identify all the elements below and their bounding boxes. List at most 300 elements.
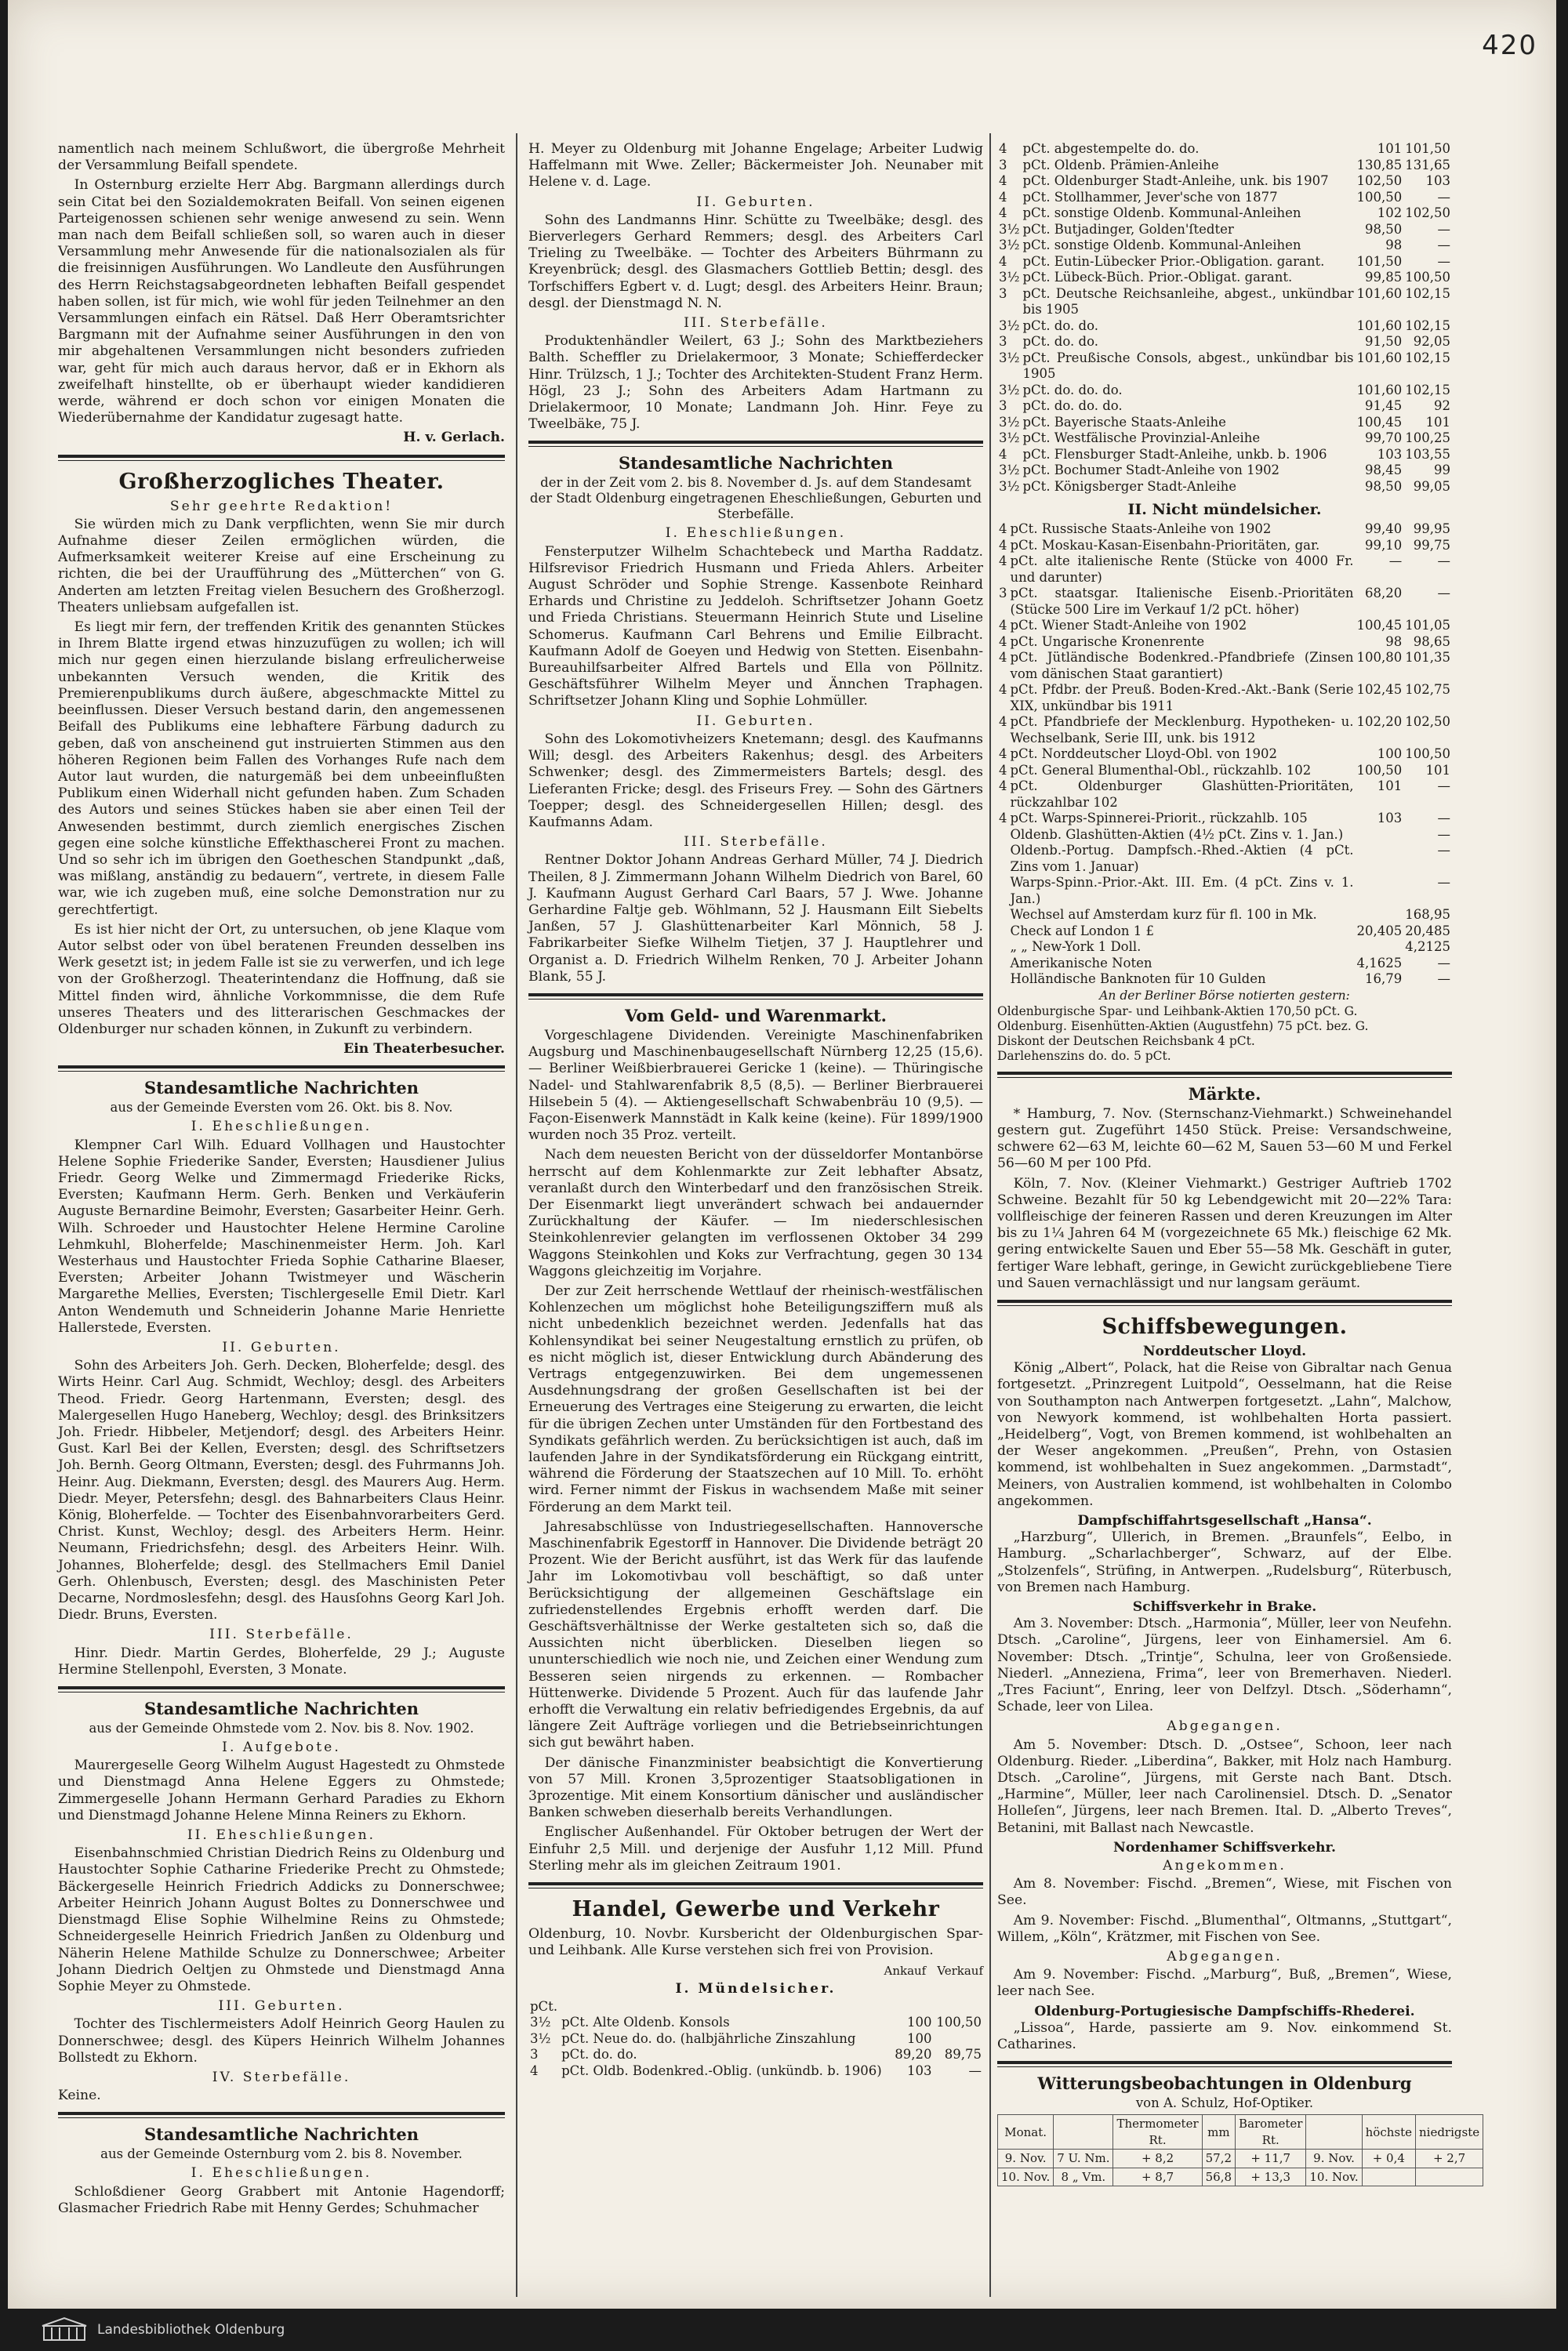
rate-sell: 102,15 <box>1405 350 1450 365</box>
subheading: III. Geburten. <box>218 1998 345 2015</box>
article-paragraph: Englischer Außenhandel. Für Oktober betrugen der Wert der Einfuhr 2,5 Mill. und derjenige der Ausfuhr 1,12 Mill. Pfund Sterling mehr als im gleichen Zeitraum 1901. <box>528 1824 983 1874</box>
salutation: Sehr geehrte Redaktion! <box>169 498 394 514</box>
rate-buy: 102,20 <box>1356 714 1403 729</box>
rate-row <box>997 682 1452 714</box>
section-divider <box>997 2061 1452 2067</box>
rate-pct <box>997 843 1009 875</box>
rate-row <box>997 650 1452 682</box>
rate-name: pCt. staatsgar. Italienische Eisenb.-Prioritäten (Stücke 500 Lire im Verkauf 1/2 pCt. höher) <box>1010 586 1354 617</box>
weather-cell <box>1362 2168 1415 2186</box>
rate-sell: 98,65 <box>1413 633 1450 649</box>
rate-row <box>997 190 1452 206</box>
rate-sell <box>934 1999 983 2015</box>
signature: Ein Theaterbesucher. <box>343 1041 505 1058</box>
rate-pct: 4 <box>999 189 1007 205</box>
section-subtitle: von A. Schulz, Hof-Optiker. <box>1135 2095 1314 2111</box>
rate-name: pCt. alte italienische Rente (Stücke von 4000 Fr. und darunter) <box>1010 553 1354 585</box>
exchange-note: An der Berliner Börse notierten gestern: <box>1099 988 1350 1003</box>
article-paragraph: Am 9. November: Fischd. „Blumenthal“, Oltmanns, „Stuttgart“, Willem, „Köln“, Krätzmer, mit Fischen von See. <box>997 1912 1452 1945</box>
section-title: Witterungsbeobachtungen in Oldenburg <box>1037 2073 1412 2094</box>
rate-name: pCt. Bayerische Staats-Anleihe <box>1022 414 1226 430</box>
article-paragraph: Keine. <box>58 2088 101 2104</box>
subheading: I. Eheschließungen. <box>191 2165 372 2182</box>
article-paragraph: Klempner Carl Wilh. Eduard Vollhagen und Haustochter Helene Sophie Friederike Sander, Eversten; Hausdiener Julius Friedr. Georg Welke und Zimmermagd Friederike Ricks, Eversten; Kaufmann Herm. Gerh. Benken und Verkäuferin Auguste Bernardine Beimohr, Eversten; Gasarbeiter Heinr. Gerh. Wilh. Schroeder und Haustochter Helene Hermine Caroline Lehmkuhl, Bloherfelde; Maschinenmeister Herm. Joh. Karl Westerhaus und Haustochter Frieda Sophie Catharine Blaeser, Eversten; Arbeiter Johann Twistmeyer und Wäscherin Margarethe Mellies, Eversten; Tischlergeselle Emil Dietr. Karl Anton Wendemuth und Schneiderin Johanne Marie Henriette Hallerstede, Eversten. <box>58 1137 505 1336</box>
weather-cell: + 11,7 <box>1236 2150 1306 2168</box>
rate-name: pCt. General Blumenthal-Obl., rückzahlb. 102 <box>1010 762 1312 778</box>
rate-buy: 130,85 <box>1356 157 1403 172</box>
rate-pct <box>997 875 1009 907</box>
rate-name: pCt. do. do. do. <box>1022 382 1123 397</box>
rate-pct <box>997 907 1009 923</box>
rate-row <box>997 222 1452 238</box>
rate-buy: 98 <box>1385 238 1403 252</box>
rate-buy: 101,60 <box>1356 350 1403 365</box>
weather-cell <box>1416 2168 1483 2186</box>
section-divider <box>58 1065 505 1072</box>
rate-buy: 4,1625 <box>1356 955 1403 971</box>
rate-name: pCt. Jütländische Bodenkred.-Pfandbriefe (Zinsen vom dänischen Staat garantiert) <box>1010 650 1354 681</box>
article-paragraph: Der zur Zeit herrschende Wettlauf der rheinisch-westfälischen Kohlenzechen um möglichst hohe Beteiligungsziffern muß als nicht unbedenklich bezeichnet werden. Jedenfalls hat das Kohlensyndikat bei seiner Neugestaltung ernstlich zu prüfen, ob es nicht möglich ist, dieser Entwicklung durch Abänderung des Vertrags entgegenzuwirken. Bei dem ungemessenen Ausdehnungsdrang der großen Gesellschaften ist bei der Erneuerung des Vertrages eine Steigerung zu erwarten, die leicht für die übrigen Zechen unter Umständen für den Fortbestand des Syndikats gefährlich werden. Zu berücksichtigen ist auch, daß im laufenden Jahre in der Syndikatsförderung ein Rückgang eintritt, während die Förderung der Staatszechen auf 10 Mill. To. erhöht wird. Ferner nimmt der Fiskus in wachsendem Maße mit seiner Förderung an dem Markt teil. <box>528 1283 983 1515</box>
rate-pct: 4 <box>999 537 1007 553</box>
rate-row <box>997 158 1452 174</box>
subheading: III. Sterbefälle. <box>684 315 828 332</box>
exchange-row: Oldenburgische Spar- und Leihbank-Aktien 170,50 pCt. G. <box>997 1003 1358 1018</box>
rate-sell: 103 <box>1425 173 1450 188</box>
article-paragraph: H. Meyer zu Oldenburg mit Johanne Engelage; Arbeiter Ludwig Haffelmann mit Wwe. Zeller; Bäckermeister Joh. Neunaber mit Helene v. d. Lage. <box>528 141 983 190</box>
section-divider <box>58 2112 505 2118</box>
subheading: I. Eheschließungen. <box>191 1119 372 1135</box>
rate-buy: 100 <box>907 2030 932 2046</box>
article-paragraph: namentlich nach meinem Schlußwort, die übergroße Mehrheit der Versammlung Beifall spendete. <box>58 141 505 174</box>
rate-sell: — <box>1437 826 1450 842</box>
rates-table <box>997 141 1452 495</box>
section-title: Märkte. <box>1188 1083 1261 1104</box>
rate-buy: 98,45 <box>1365 463 1403 477</box>
article-paragraph: Rentner Doktor Johann Andreas Gerhard Müller, 74 J. Diedrich Theilen, 8 J. Zimmermann Johann Wilhelm Diedrich von Barel, 60 J. Kaufmann August Gerhard Carl Baars, 57 J. Wwe. Johanne Gerhardine Faltje geb. Wöhlmann, 52 J. Hausmann Eilt Siebelts Janßen, 57 J. Glashüttenarbeiter Karl Mönnich, 58 J. Fabrikarbeiter Siefke Wilhelm Tietjen, 37 J. Hauptlehrer und Organist a. D. Friedrich Wilhelm Renken, 70 J. Arbeiter Johann Blank, 55 J. <box>528 852 983 985</box>
rate-buy: 100,80 <box>1356 650 1403 665</box>
article-paragraph: Köln, 7. Nov. (Kleiner Viehmarkt.) Gestriger Auftrieb 1702 Schweine. Bezahlt für 50 kg Lebendgewicht mit 20—22% Tara: vollfleischige der feineren Rassen und deren Kreuzungen im Alter bis zu 1¼ Jahren 64 M (vorgezeichnete 65 Mk.) fleischige 62 Mk. gering entwickelte Sauen und Eber 55—58 Mk. Geschäft in guter, fertiger Ware lebhaft, geringe, in Gewicht zurückgebliebene Tiere und Sauen vernachlässigt und nur langsam geräumt. <box>997 1175 1452 1291</box>
article-paragraph: Jahresabschlüsse von Industriegesellschaften. Hannoversche Maschinenfabrik Egestorff in Hannover. Die Dividende beträgt 20 Prozent. Wie der Bericht ausführt, ist das Werk für das laufende Jahr im Lokomotivbau voll beschäftigt, so daß unter Berücksichtigung der allgemeinen Geschäftslage ein zufriedenstellendes Ergebnis erhofft werden darf. Die Geschäftsverhältnisse der Werke gestalteten sich so, daß die Aussichten nicht überblicken. Dieselben liegen so ununterschiedlich wie noch nie, und Zeichen einer Wendung zum Besseren seien nirgends zu erkennen. — Rombacher Hüttenwerke. Dividende 5 Prozent. Auch für das laufende Jahr erhofft die Verwaltung ein relativ befriedigendes Ergebnis, da auf längere Zeit Aufträge vorliegen und die Betriebseinrichtungen sich gut bewährt haben. <box>528 1518 983 1751</box>
article-paragraph: Schloßdiener Georg Grabbert mit Antonie Hagendorff; Glasmacher Friedrich Rabe mit Henny Gerdes; Schuhmacher <box>58 2183 505 2216</box>
section-divider <box>58 455 505 461</box>
price-header <box>528 1963 983 1979</box>
rate-name <box>560 1999 892 2015</box>
weather-header <box>1054 2115 1113 2150</box>
section-title: Schiffsbewegungen. <box>1102 1314 1348 1339</box>
rate-row <box>997 447 1452 463</box>
rate-buy <box>1356 843 1404 875</box>
rate-buy: 103 <box>1377 811 1403 825</box>
weather-header <box>1306 2115 1362 2150</box>
subheading: II. Nicht mündelsicher. <box>1127 501 1322 518</box>
weather-cell: 57,2 <box>1202 2150 1235 2168</box>
rate-name: pCt. Norddeutscher Lloyd-Obl. von 1902 <box>1010 746 1278 761</box>
rate-row <box>528 2047 983 2063</box>
rate-pct: 3½ <box>999 317 1020 333</box>
section-title: Standesamtliche Nachrichten <box>143 1078 419 1098</box>
rate-name: Oldenb.-Portug. Dampfsch.-Rhed.-Aktien (4 pCt. Zins vom 1. Januar) <box>1010 843 1354 874</box>
rate-row <box>997 763 1452 779</box>
rate-pct: 3 <box>999 334 1007 349</box>
section-title: Handel, Gewerbe und Verkehr <box>572 1897 940 1922</box>
rate-name: Amerikanische Noten <box>1010 955 1152 971</box>
rate-row <box>997 553 1452 586</box>
rate-pct: 4 <box>999 446 1007 462</box>
section-subtitle: aus der Gemeinde Ohmstede vom 2. Nov. bis 8. Nov. 1902. <box>89 1721 474 1736</box>
subheading: Oldenburg-Portugiesische Dampfschiffs-Rhederei. <box>1034 2003 1415 2019</box>
article-paragraph: Fensterputzer Wilhelm Schachtebeck und Martha Raddatz. Hilfsrevisor Friedrich Husmann und Frieda Ahlers. Arbeiter August Schröder und Sophie Strenge. Kassenbote Reinhard Erhards und Christine zu Jeddeloh. Schriftsetzer Johann Goetz und Frieda Christians. Steuermann Heinrich Stute und Liseline Schomerus. Kaufmann Carl Behrens und Emilie Eilbracht. Kaufmann Adolf de Goeyen und Hedwig von Stetten. Eisenbahn-Bureauhilfsarbeiter Alfred Bartels und Ella von Pöllnitz. Geschäftsführer Wilhelm Meyer und Ännchen Traphagen. Schriftsetzer Johann Kling und Sophie Lohmüller. <box>528 543 983 709</box>
article-paragraph: Es liegt mir fern, der treffenden Kritik des genannten Stückes in Ihrem Blatte irgend etwas hinzuzufügen zu wollen; ich will mich nur gegen einen hierzulande bislang erfreulicherweise unbekannten Versuch wenden, die Kritik des Premierenpublikums durch äußere, abgeschmackte Mittel zu beeinflussen. Dieser Versuch bestand darin, den angemessenen Beifall des Publikums eine lebhaftere Färbung dadurch zu geben, daß von anscheinend gut instruierten Stimmen aus den höheren Regionen beim Fallen des Vorhanges Rufe nach dem Autor laut wurden, die naturgemäß bei dem unbeeinflußten Publikum einen Widerhall nicht gefunden haben. Zum Schaden des Autors und seines Stückes haben sie aber einen Teil der Anwesenden bestimmt, durch ziemlich energisches Zischen gegen eine solche künstliche Effekthascherei Front zu machen. Und so sehr ich im übrigen den Goetheschen Standpunkt „daß, was mißlang, anständig zu bedauern“, vertrete, in diesem Falle war, wie ich zugeben muß, eine solche Demonstration nur zu gerechtfertigt. <box>58 619 505 918</box>
weather-cell: + 0,4 <box>1362 2150 1415 2168</box>
rate-pct: 3½ <box>999 350 1020 365</box>
rate-pct: 3½ <box>999 414 1020 430</box>
rate-row <box>997 956 1452 972</box>
page-number: 420 <box>1482 30 1537 61</box>
rate-name: pCt. Flensburger Stadt-Anleihe, unkb. b. 1906 <box>1022 446 1327 462</box>
rate-row <box>997 634 1452 651</box>
article-paragraph: „Harzburg“, Ullerich, in Bremen. „Braunfels“, Eelbo, in Hamburg. „Scharlachberger“, Schwarz, auf der Elbe. „Stolzenfels“, Strüfing, in Antwerpen. „Rudelsburg“, Rüterbusch, von Bremen nach Hamburg. <box>997 1529 1452 1595</box>
subheading: Schiffsverkehr in Brake. <box>1132 1598 1317 1615</box>
rate-sell: 103,55 <box>1405 446 1450 462</box>
rate-sell: 101,05 <box>1405 618 1450 633</box>
column-2 <box>528 141 983 2289</box>
rate-pct: 3½ <box>530 2015 551 2030</box>
rate-name: pCt. Westfälische Provinzial-Anleihe <box>1022 430 1261 445</box>
rate-row <box>528 2063 983 2080</box>
rate-buy: 100 <box>1377 746 1403 761</box>
rate-pct <box>997 956 1009 972</box>
rate-row <box>997 827 1452 844</box>
rate-sell: 99 <box>1434 463 1450 477</box>
rate-sell: 102,50 <box>1405 205 1450 220</box>
rate-pct: 4 <box>999 553 1007 568</box>
rate-row <box>528 1999 983 2015</box>
rate-row <box>997 415 1452 431</box>
section-divider <box>528 441 983 447</box>
subheading: Angekommen. <box>1163 1858 1287 1874</box>
rate-name: Oldenb. Glashütten-Aktien (4½ pCt. Zins v. 1. Jan.) <box>1010 826 1344 842</box>
rate-sell: — <box>1437 811 1450 825</box>
weather-cell: + 2,7 <box>1416 2150 1483 2168</box>
rate-pct: 3½ <box>999 238 1020 252</box>
rate-sell: — <box>1437 221 1450 237</box>
subheading: Abgegangen. <box>1167 1949 1283 1965</box>
rate-row <box>997 383 1452 399</box>
rate-pct: 4 <box>999 682 1007 697</box>
rate-sell: 102,50 <box>1405 714 1450 729</box>
rate-buy: 101 <box>1377 778 1403 793</box>
rate-pct: 4 <box>999 205 1007 220</box>
section-subtitle: der in der Zeit vom 2. bis 8. November d. Js. auf dem Standesamt der Stadt Oldenburg eingetragenen Eheschließungen, Geburten und Sterbefälle. <box>529 475 982 522</box>
rate-sell: 99,05 <box>1413 478 1450 494</box>
rate-row <box>528 2015 983 2031</box>
rates-table <box>997 521 1452 988</box>
section-divider <box>997 1300 1452 1306</box>
rate-buy <box>892 1999 934 2015</box>
rate-sell: 101 <box>1425 414 1450 430</box>
rate-name: pCt. Alte Oldenb. Konsols <box>561 2015 730 2030</box>
rate-buy: 103 <box>1377 446 1403 462</box>
rate-pct: 3 <box>530 2047 539 2063</box>
rate-row <box>997 811 1452 827</box>
rate-buy: 98 <box>1385 633 1403 649</box>
article-paragraph: „Lissoa“, Harde, passierte am 9. Nov. einkommend St. Catharines. <box>997 2019 1452 2053</box>
rate-name: pCt. Moskau-Kasan-Eisenbahn-Prioritäten, gar. <box>1010 537 1320 553</box>
rate-row <box>997 778 1452 811</box>
rate-name: pCt. Deutsche Reichsanleihe, abgest., unkündbar bis 1905 <box>1022 285 1354 317</box>
rate-pct <box>997 923 1009 940</box>
rate-name: pCt. Stollhammer, Jever'sche von 1877 <box>1022 189 1278 205</box>
rate-name: pCt. Warps-Spinnerei-Priorit., rückzahlb. 105 <box>1010 811 1308 825</box>
section-subtitle: aus der Gemeinde Eversten vom 26. Okt. bis 8. Nov. <box>110 1100 453 1116</box>
rate-buy: 101,60 <box>1356 382 1403 397</box>
rate-sell: 102,15 <box>1405 317 1450 333</box>
rate-name: Check auf London 1 £ <box>1010 923 1154 938</box>
rate-buy: 100 <box>907 2015 932 2030</box>
rate-sell: — <box>1437 955 1450 971</box>
rate-name: Warps-Spinn.-Prior.-Akt. III. Em. (4 pCt. Zins v. 1. Jan.) <box>1010 875 1354 906</box>
rate-pct: 4 <box>999 173 1007 188</box>
section-title: Großherzogliches Theater. <box>118 469 445 494</box>
rate-buy <box>1356 939 1404 956</box>
rate-row <box>997 430 1452 447</box>
rate-buy: 99,40 <box>1365 521 1403 536</box>
weather-cell: + 13,3 <box>1236 2168 1306 2186</box>
rate-buy: 16,79 <box>1365 971 1403 986</box>
rate-sell: 168,95 <box>1405 907 1450 922</box>
weather-cell: 9. Nov. <box>998 2150 1054 2168</box>
rate-pct: 3½ <box>999 430 1020 445</box>
rate-row <box>997 479 1452 495</box>
rate-name: pCt. Bochumer Stadt-Anleihe von 1902 <box>1022 463 1280 477</box>
rate-row <box>528 2031 983 2048</box>
weather-header: niedrigste <box>1416 2115 1483 2150</box>
subheading: Abgegangen. <box>1167 1718 1283 1735</box>
rate-row <box>997 254 1452 270</box>
rate-buy: 98,50 <box>1365 478 1403 494</box>
rate-row <box>997 971 1452 988</box>
rate-sell: 102,75 <box>1405 682 1450 697</box>
rate-buy: 99,10 <box>1365 537 1403 553</box>
rate-sell: 100,50 <box>1405 270 1450 285</box>
rate-row <box>997 286 1452 318</box>
rate-sell: 92 <box>1434 398 1450 413</box>
rate-buy: 100,45 <box>1356 414 1403 430</box>
rate-name: pCt. Eutin-Lübecker Prior.-Obligation. garant. <box>1022 253 1325 269</box>
article-paragraph: Am 9. November: Fischd. „Marburg“, Buß, „Bremen“, Wiese, leer nach See. <box>997 1967 1452 2000</box>
rate-pct: 4 <box>999 762 1007 778</box>
rate-row <box>997 939 1452 956</box>
rate-sell: 92,05 <box>1413 334 1450 349</box>
rate-name: pCt. do. do. do. <box>1022 398 1123 413</box>
library-building-icon <box>41 2317 88 2343</box>
rate-sell: — <box>1437 971 1450 986</box>
article-paragraph: Sohn des Lokomotivheizers Knetemann; desgl. des Kaufmanns Will; desgl. des Arbeiters Rakenhus; desgl. des Arbeiters Schwenker; desgl. des Zimmermeisters Bartels; desgl. des Lieferanten Fricke; desgl. des Friseurs Frey. — Sohn des Gärtners Toepper; desgl. des Schneidergesellen Hillen; desgl. des Kaufmanns Adam. <box>528 731 983 830</box>
section-divider <box>528 1882 983 1888</box>
rate-buy: 100,50 <box>1356 189 1403 205</box>
rate-buy: 20,405 <box>1356 923 1403 938</box>
rate-sell: 20,485 <box>1405 923 1450 938</box>
rate-sell: — <box>1437 843 1450 858</box>
rate-sell: 101,35 <box>1405 650 1450 665</box>
rate-row <box>997 586 1452 618</box>
rate-buy: 100,50 <box>1356 762 1403 778</box>
rate-name: pCt. Oldenburger Stadt-Anleihe, unk. bis 1907 <box>1022 173 1329 188</box>
rate-row <box>997 907 1452 923</box>
signature: H. v. Gerlach. <box>403 430 505 446</box>
exchange-row: Oldenburg. Eisenhütten-Aktien (Augustfehn) 75 pCt. bez. G. <box>997 1018 1369 1033</box>
rate-row <box>997 334 1452 350</box>
rate-name: pCt. Neue do. do. (halbjährliche Zinszahlung <box>561 2030 856 2046</box>
rate-pct <box>997 939 1009 956</box>
weather-header: höchste <box>1362 2115 1415 2150</box>
rate-pct: 4 <box>999 253 1007 269</box>
rate-pct: 4 <box>999 778 1007 793</box>
weather-cell: + 8,2 <box>1113 2150 1202 2168</box>
rate-buy: 102 <box>1377 205 1403 220</box>
article-paragraph: Produktenhändler Weilert, 63 J.; Sohn des Marktbeziehers Balth. Scheffler zu Drielakermoor, 3 Monate; Schiefferdecker Hinr. Trülzsch, 1 J.; Tochter des Architekten-Student Franz Herm. Högl, 23 J.; Sohn des Arbeiters Adam Hartmann zu Drielakermoor, 10 Monate; Landmann Joh. Hinr. Feye zu Tweelbäke, 75 J. <box>528 333 983 433</box>
rate-sell: 100,50 <box>936 2015 982 2030</box>
rate-name: pCt. Lübeck-Büch. Prior.-Obligat. garant. <box>1022 270 1293 285</box>
rate-name: pCt. Pfdbr. der Preuß. Boden-Kred.-Akt.-Bank (Serie XIX, unkündbar bis 1911 <box>1010 682 1354 713</box>
rate-buy <box>1356 875 1404 907</box>
column-1 <box>58 141 505 2289</box>
rate-buy <box>1356 827 1404 844</box>
rate-pct: 3 <box>999 157 1007 172</box>
weather-header: Thermometer Rt. <box>1113 2115 1202 2150</box>
rate-name: pCt. sonstige Oldenb. Kommunal-Anleihen <box>1022 238 1301 252</box>
weather-header: mm <box>1202 2115 1235 2150</box>
rate-pct: 3 <box>999 586 1007 600</box>
article-paragraph: Hinr. Diedr. Martin Gerdes, Bloherfelde, 29 J.; Auguste Hermine Stellenpohl, Eversten, 3 Monate. <box>58 1645 505 1678</box>
rate-sell: 99,95 <box>1413 521 1450 536</box>
article-paragraph: Nach dem neuesten Bericht von der düsseldorfer Montanbörse herrscht auf dem Kohlenmarkte zur Zeit lebhafter Absatz, veranlaßt durch den Winterbedarf und den französischen Streik. Der Eisenmarkt liegt unverändert schwach bei andauernder Zurückhaltung der Käufer. — Im niederschlesischen Steinkohlenrevier gelangten im verflossenen Oktober 34 299 Waggons Steinkohlen und Koks zur Verfrachtung, gegen 30 134 Waggons gleichzeitig im Vorjahre. <box>528 1147 983 1279</box>
rate-row <box>997 238 1452 254</box>
rate-name: pCt. Oldb. Bodenkred.-Oblig. (unkündb. b. 1906) <box>561 2063 882 2078</box>
rate-row <box>997 350 1452 383</box>
article-paragraph: Tochter des Tischlermeisters Adolf Heinrich Georg Haulen zu Donnerschwee; desgl. des Küpers Heinrich Wilhelm Johannes Bollstedt zu Ekhorn. <box>58 2016 505 2066</box>
rate-sell: 102,15 <box>1405 285 1450 301</box>
rate-name: pCt. do. do. <box>1022 317 1098 333</box>
column-rule <box>989 133 991 2297</box>
article-paragraph: In Osternburg erzielte Herr Abg. Bargmann allerdings durch sein Citat bei den Sozialdemokraten Beifall. Von seinen eigenen Parteigenossen schienen sehr wenige anwesend zu sein. Wenn man nach dem Beifall schließen soll, so waren auch in dieser Versammlung mehr Anwesende für die nationalsozialen als für die freisinnigen Ausführungen. Wo Landleute den Ausführungen des Herrn Reichstagsabgeordneten lebhaften Beifall gespendet haben sollen, ist für mich, wie wohl für jeden Teilnehmer an den Versammlungen einfach ein Rätsel. Daß Herr Oberamtsrichter Bargmann mit der Aufnahme seiner Ausführungen in den von mir abgehaltenen Versammlungen nicht besonders zufrieden war, geht für mich auch daraus hervor, daß er in Ekhorn als zweifelhaft hinstellte, ob er überhaupt wieder kandidieren werde, während er doch schon vor einigen Monaten die Wiederübernahme der Kandidatur zugesagt hatte. <box>58 177 505 426</box>
rate-name: pCt. Preußische Consols, abgest., unkündbar bis 1905 <box>1022 350 1354 381</box>
rate-sell: 102,15 <box>1405 382 1450 397</box>
rate-pct: 4 <box>530 2063 539 2078</box>
article-paragraph: Vorgeschlagene Dividenden. Vereinigte Maschinenfabriken Augsburg und Maschinenbaugesellschaft Nürnberg 12,25 (15,6). — Berliner Weißbierbrauerei Gericke 1 (keine). — Thüringische Nadel- und Stahlwarenfabrik 8,5 (8,5). — Berliner Bierbrauerei Hilsebein 5 (4). — Aktiengesellschaft Schwabenbräu 10 (9,5). — Façon-Eisenwerk Mannstädt in Kalk keine (keine). Für 1899/1900 wurden noch 35 Proz. verteilt. <box>528 1027 983 1144</box>
section-divider <box>58 1686 505 1693</box>
weather-cell: + 8,7 <box>1113 2168 1202 2186</box>
article-paragraph: Sohn des Landmanns Hinr. Schütte zu Tweelbäke; desgl. des Bierverlegers Gerhard Remmers; desgl. des Arbeiters Carl Trieling zu Tweelbäke. — Tochter des Arbeiters Bührmann zu Kreyenbrück; desgl. des Glasmachers Gottlieb Bettin; desgl. des Torfschiffers Egbert v. d. Lugt; desgl. des Arbeiters Heinr. Braun; desgl. der Dienstmagd N. N. <box>528 212 983 311</box>
rate-buy: — <box>1388 553 1403 568</box>
rate-name: pCt. Butjadinger, Golden'ſtedter <box>1022 221 1234 237</box>
rate-pct <box>997 827 1009 844</box>
exchange-row: Diskont der Deutschen Reichsbank 4 pCt. <box>997 1033 1255 1048</box>
rate-row <box>997 318 1452 335</box>
rate-row <box>997 521 1452 538</box>
article-paragraph: Es ist hier nicht der Ort, zu untersuchen, ob jene Klaque vom Autor selbst oder von übel beratenen Freunden desselben ins Werk gesetzt ist; in jedem Falle ist sie zu verwerfen, und ich lege von der Großherzogl. Theaterintendanz die Hoffnung, daß sie Mittel finden wird, ähnliche Vorkommnisse, die dem Rufe unseres Theaters und des litterarischen Geschmackes der Oldenburger nur schaden können, in Zukunft zu verbindern. <box>58 921 505 1037</box>
rate-pct: 4 <box>999 618 1007 633</box>
rate-name: Holländische Banknoten für 10 Gulden <box>1010 971 1266 986</box>
buy-label: Ankauf <box>884 1963 927 1978</box>
rate-row <box>997 173 1452 190</box>
subheading: I. Aufgebote. <box>222 1740 341 1756</box>
section-title: Standesamtliche Nachrichten <box>143 1699 419 1719</box>
rate-pct: 4 <box>999 746 1007 761</box>
rate-buy: 91,45 <box>1365 398 1403 413</box>
subheading: Dampfschiffahrtsgesellschaft „Hansa“. <box>1077 1512 1372 1529</box>
column-3 <box>997 141 1480 2289</box>
rate-row <box>997 463 1452 479</box>
weather-row <box>998 2150 1483 2168</box>
article-paragraph: Maurergeselle Georg Wilhelm August Hagestedt zu Ohmstede und Dienstmagd Anna Helene Eggers zu Ohmstede; Zimmergeselle Johann Hermann Gerhard Paradies zu Ekhorn und Dienstmagd Johanne Helene Minna Reiners zu Ekhorn. <box>58 1758 505 1823</box>
article-paragraph: König „Albert“, Polack, hat die Reise von Gibraltar nach Genua fortgesetzt. „Prinzregent Luitpold“, Oesselmann, hat die Reise von Southampton nach Antwerpen fortgesetzt. „Lahn“, Malchow, von Newyork kommend, ist wohlbehalten Horta passiert. „Heidelberg“, Vogt, von Bremen kommend, ist wohlbehalten an der Weser angekommen. „Preußen“, Prehn, von Ostasien kommend, ist wohlbehalten in Suez angekommen. „Darmstadt“, Meiners, von Australien kommend, ist wohlbehalten in Colombo angekommen. <box>997 1360 1452 1509</box>
rate-name: pCt. abgestempelte do. do. <box>1022 141 1200 156</box>
library-name: Landesbibliothek Oldenburg <box>97 2322 285 2338</box>
rate-name: Wechsel auf Amsterdam kurz für fl. 100 in Mk. <box>1010 907 1317 922</box>
rate-buy: 101,50 <box>1356 253 1403 269</box>
rate-name: pCt. Ungarische Kronenrente <box>1010 633 1205 649</box>
weather-cell: 8 „ Vm. <box>1054 2168 1113 2186</box>
rate-pct: 4 <box>999 141 1007 156</box>
rate-row <box>997 270 1452 286</box>
section-title: Vom Geld- und Warenmarkt. <box>625 1005 887 1025</box>
weather-table <box>997 2114 1483 2186</box>
rate-row <box>997 398 1452 415</box>
subheading: II. Eheschließungen. <box>187 1827 376 1844</box>
rate-pct: pCt. <box>530 1998 558 2014</box>
section-divider <box>997 1072 1452 1078</box>
rate-pct: 4 <box>999 650 1007 665</box>
rate-name: pCt. do. do. <box>1022 334 1098 349</box>
exchange-row: Darlehenszins do. do. 5 pCt. <box>997 1048 1171 1063</box>
rate-sell: 99,75 <box>1413 537 1450 553</box>
section-title: Standesamtliche Nachrichten <box>618 453 894 473</box>
subheading: III. Sterbefälle. <box>684 834 828 851</box>
rate-pct: 3½ <box>999 270 1020 285</box>
rate-sell: 4,2125 <box>1405 939 1450 954</box>
rate-row <box>997 714 1452 746</box>
rate-pct: 3 <box>999 398 1007 413</box>
rate-sell: 131,65 <box>1405 157 1450 172</box>
rate-row <box>997 923 1452 940</box>
rate-sell: — <box>1437 238 1450 252</box>
article-paragraph: Der dänische Finanzminister beabsichtigt die Konvertierung von 57 Mill. Kronen 3,5prozentiger Staatsobligationen in 3prozentige. Mit einem Konsortium dänischer und ausländischer Banken schweben dieserhalb bereits Verhandlungen. <box>528 1754 983 1821</box>
rate-buy: 68,20 <box>1365 586 1403 600</box>
footer-bar <box>0 2309 1568 2351</box>
subheading: III. Sterbefälle. <box>209 1627 354 1643</box>
rate-name: „ „ New-York 1 Doll. <box>1010 939 1142 954</box>
rate-name: pCt. do. do. <box>561 2047 637 2063</box>
rate-row <box>997 205 1452 222</box>
subheading: II. Geburten. <box>222 1340 341 1355</box>
rate-row <box>997 843 1452 875</box>
subheading: Norddeutscher Lloyd. <box>1142 1343 1307 1359</box>
weather-cell: 10. Nov. <box>998 2168 1054 2186</box>
weather-cell: 9. Nov. <box>1306 2150 1362 2168</box>
rate-buy: 103 <box>907 2063 932 2078</box>
rate-buy: 99,70 <box>1365 430 1403 445</box>
subheading: IV. Sterbefälle. <box>212 2069 351 2085</box>
rate-buy: 98,50 <box>1365 221 1403 237</box>
weather-row <box>998 2168 1483 2186</box>
weather-header: Barometer Rt. <box>1236 2115 1306 2150</box>
subheading: I. Eheschließungen. <box>665 525 847 542</box>
rate-sell: — <box>1437 189 1450 205</box>
article-paragraph: Am 5. November: Dtsch. D. „Ostsee“, Schoon, leer nach Oldenburg. Rieder. „Liberdina“, Bakker, mit Holz nach Hamburg. Dtsch. „Caroline“, Jürgens, mit Gerste nach Bant. Dtsch. „Harmine“, Müller, leer nach Carolinensiel. Dtsch. D. „Senator Holleſen“, Jürgens, leer nach Bremen. Ital. D. „Alberto Treves“, Betanini, mit Ballast nach Newcastle. <box>997 1736 1452 1836</box>
rate-sell <box>934 2031 983 2048</box>
rate-pct: 4 <box>999 633 1007 649</box>
